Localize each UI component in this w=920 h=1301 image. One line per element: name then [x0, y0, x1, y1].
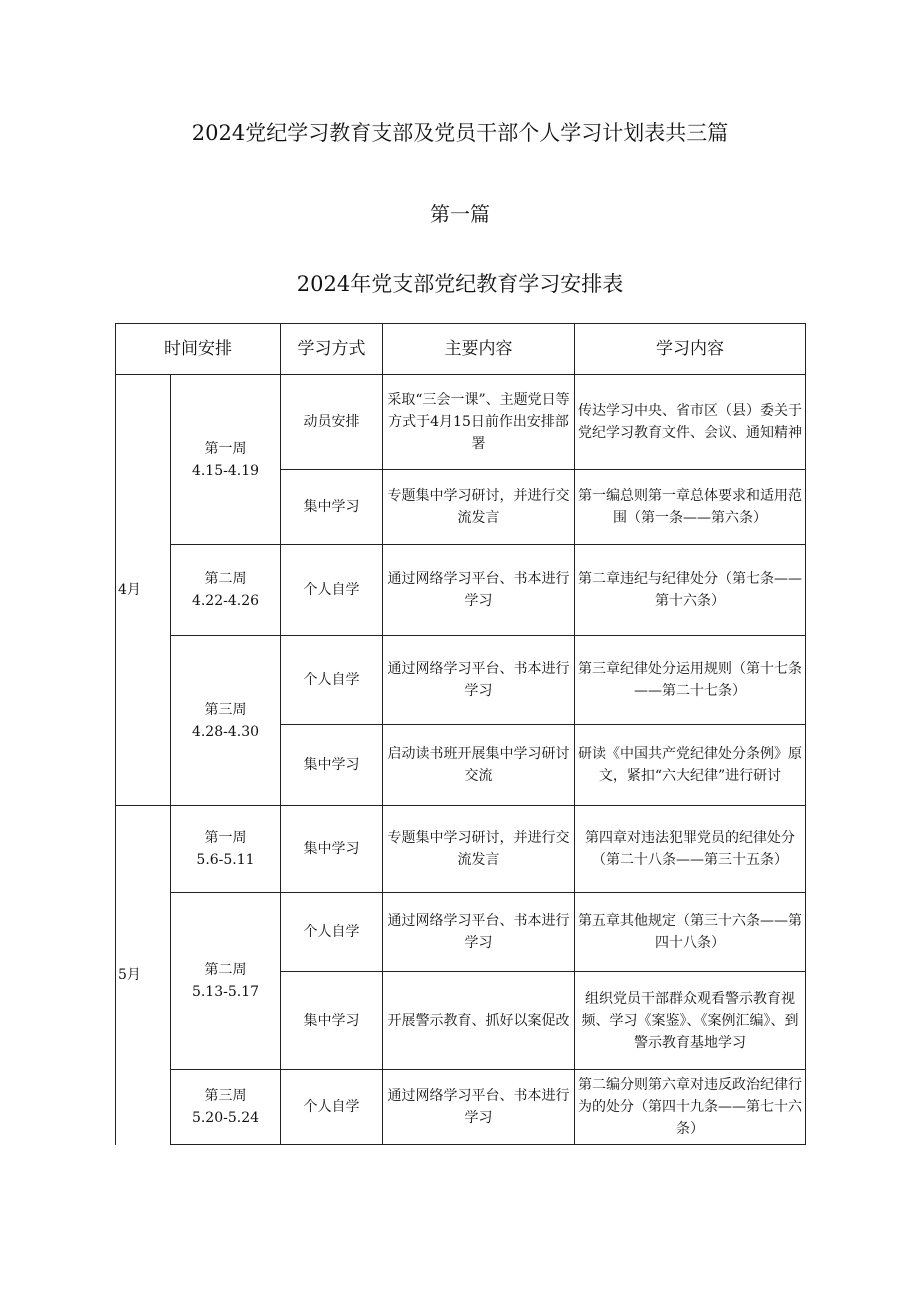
table-row — [116, 375, 806, 470]
week-cell — [171, 806, 281, 893]
mode-cell: 个人自学 — [281, 893, 383, 972]
content-cell: 第一编总则第一章总体要求和适用范围（第一条——第六条） — [575, 470, 806, 545]
main-cell: 启动读书班开展集中学习研讨交流 — [383, 725, 575, 806]
content-cell: 组织党员干部群众观看警示教育视频、学习《案鉴》、《案例汇编》、到警示教育基地学习 — [575, 972, 806, 1070]
week-dates: 4.15-4.19 — [191, 462, 260, 479]
month-cell: 5月 — [116, 806, 171, 1145]
section-title: 第一篇 — [430, 202, 490, 226]
table-row — [116, 636, 806, 725]
content-cell: 第五章其他规定（第三十六条——第四十八条） — [575, 893, 806, 972]
week-cell — [171, 375, 281, 545]
content-cell: 研读《中国共产党纪律处分条例》原文，紧扣“六大纪律”进行研讨 — [575, 725, 806, 806]
mode-cell: 集中学习 — [281, 470, 383, 545]
main-cell: 开展警示教育、抓好以案促改 — [383, 972, 575, 1070]
table-row — [116, 1070, 806, 1145]
main-cell: 采取“三会一课”、主题党日等方式于4月15日前作出安排部署 — [383, 375, 575, 470]
main-cell: 通过网络学习平台、书本进行学习 — [383, 893, 575, 972]
main-cell: 通过网络学习平台、书本进行学习 — [383, 545, 575, 636]
week-dates: 5.20-5.24 — [191, 1110, 260, 1126]
mode-cell: 个人自学 — [281, 1070, 383, 1145]
table-title: 2024年党支部党纪教育学习安排表 — [296, 272, 624, 296]
week-name: 第二周 — [204, 962, 247, 978]
header-time: 时间安排 — [116, 324, 281, 375]
mode-cell: 集中学习 — [281, 972, 383, 1070]
week-dates: 5.13-5.17 — [191, 984, 260, 1000]
content-cell: 第四章对违法犯罪党员的纪律处分（第二十八条——第三十五条） — [575, 806, 806, 893]
content-cell: 第三章纪律处分运用规则（第十七条——第二十七条） — [575, 636, 806, 725]
content-cell: 第二章违纪与纪律处分（第七条——第十六条） — [575, 545, 806, 636]
content-cell: 传达学习中央、省市区（县）委关于党纪学习教育文件、会议、通知精神 — [575, 375, 806, 470]
week-cell — [171, 893, 281, 1070]
week-cell — [171, 636, 281, 806]
table-header-row — [116, 324, 806, 375]
week-name: 第三周 — [204, 1088, 247, 1104]
content-cell: 第二编分则第六章对违反政治纪律行为的处分（第四十九条——第七十六条） — [575, 1070, 806, 1145]
main-cell: 通过网络学习平台、书本进行学习 — [383, 1070, 575, 1145]
main-cell: 专题集中学习研讨，并进行交流发言 — [383, 806, 575, 893]
header-main: 主要内容 — [383, 324, 575, 375]
document-title: 2024党纪学习教育支部及党员干部个人学习计划表共三篇 — [191, 121, 729, 145]
week-cell — [171, 545, 281, 636]
table-row — [116, 545, 806, 636]
month-cell: 4月 — [116, 375, 171, 806]
week-name: 第三周 — [204, 701, 247, 718]
week-dates: 5.6-5.11 — [196, 852, 255, 868]
week-name: 第一周 — [204, 830, 247, 846]
header-content: 学习内容 — [575, 324, 806, 375]
week-name: 第二周 — [204, 571, 247, 587]
week-name: 第一周 — [204, 440, 247, 457]
mode-cell: 个人自学 — [281, 545, 383, 636]
main-cell: 专题集中学习研讨，并进行交流发言 — [383, 470, 575, 545]
header-mode: 学习方式 — [281, 324, 383, 375]
table-row — [116, 893, 806, 972]
week-dates: 4.22-4.26 — [191, 593, 260, 609]
schedule-table — [115, 323, 806, 1145]
table-row — [116, 806, 806, 893]
main-cell: 通过网络学习平台、书本进行学习 — [383, 636, 575, 725]
mode-cell: 个人自学 — [281, 636, 383, 725]
mode-cell: 集中学习 — [281, 806, 383, 893]
mode-cell: 动员安排 — [281, 375, 383, 470]
mode-cell: 集中学习 — [281, 725, 383, 806]
week-cell — [171, 1070, 281, 1145]
week-dates: 4.28-4.30 — [191, 723, 260, 740]
